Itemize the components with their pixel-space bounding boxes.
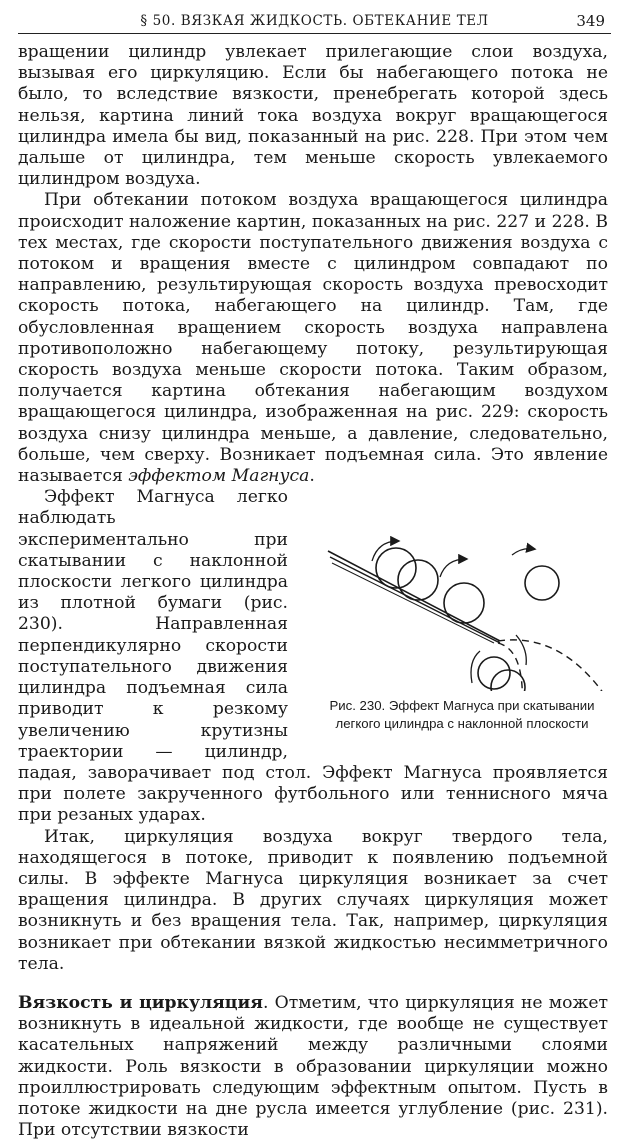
- figure-caption: Рис. 230. Эффект Магнуса при скатывании легкого цилиндра с наклонной плоскости: [329, 698, 595, 732]
- paragraph-2: [18, 190, 608, 487]
- section-title: § 50. ВЯЗКАЯ ЖИДКОСТЬ. ОБТЕКАНИЕ ТЕЛ: [140, 13, 489, 29]
- spin-arrow-3: [512, 549, 534, 555]
- paragraph-3: Эффект Магнуса легко наблюдать экспериментально при скатывании с наклонной плоскости легкого цилиндра из плотной бумаги (рис. 230). Направленная перпендикулярно скорости поступательного движения цилиндра подъемная сила приводит к резкому увеличению крутизны траектории — цилиндр, падая, заворачивает под стол. Эффект Магнуса проявляется при полете закрученного футбольного или теннисного мяча при резаных ударах.: [18, 487, 608, 826]
- cylinder-flight: [525, 566, 559, 600]
- cylinder-2: [398, 560, 438, 600]
- paragraph-5: [18, 993, 608, 1141]
- spin-arrow-2: [440, 559, 466, 577]
- cylinder-1: [376, 548, 416, 588]
- paragraph-5-text: . Отметим, что циркуляция не может возникнуть в идеальной жидкости, где вообще не существует касательных напряжений между различными слоями жидкости. Роль вязкости в образовании циркуляции можно проиллюстрировать следующим эффектным опытом. Пусть в потоке жидкости на дне русла имеется углубление (рис. 231). При отсутствии вязкости: [18, 992, 609, 1141]
- page-number: 349: [576, 12, 605, 30]
- paragraph-2-text: При обтекании потоком воздуха вращающегося цилиндра происходит наложение картин, показанных на рис. 227 и 228. В тех местах, где скорости поступательного движения воздуха с потоком и вращения вместе с цилиндром совпадают по направлению, результирующая скорость воздуха превосходит скорость потока, набегающего на цилиндр. Там, где обусловленная вращением скорость воздуха направлена противоположно набегающему потоку, результирующая скорость воздуха меньше скорости потока. Таким образом, получается картина обтекания набегающим воздухом вращающегося цилиндра, изображенная на рис. 229: скорость воздуха снизу цилиндра меньше, а давление, следовательно, больше, чем сверху. Возникает подъемная сила. Это явление называется: [18, 190, 608, 487]
- paragraph-1: вращении цилиндр увлекает прилегающие слои воздуха, вызывая его циркуляцию. Если бы набегающего потока не было, то вследствие вязкости, пренебрегать которой здесь нельзя, картина линий тока воздуха вокруг вращающегося цилиндра имела бы вид, показанный на рис. 228. При этом чем дальше от цилиндра, тем меньше скорость увлекаемого цилиндром воздуха.: [18, 42, 608, 190]
- running-header: [18, 0, 611, 34]
- paragraph-2-end: .: [309, 466, 315, 487]
- magnus-effect-term: эффектом Магнуса: [128, 466, 310, 487]
- figure-230: [302, 491, 608, 749]
- cylinder-falling-2: [478, 657, 510, 689]
- paragraph-4: Итак, циркуляция воздуха вокруг твердого тела, находящегося в потоке, приводит к появлению подъемной силы. В эффекте Магнуса циркуляция возникает за счет вращения цилиндра. В других случаях циркуляция может возникнуть и без вращения тела. Так, например, циркуляция возникает при обтекании вязкой жидкостью несимметричного тела.: [18, 826, 608, 974]
- viscosity-circulation-heading: Вязкость и циркуляция: [18, 992, 263, 1013]
- spin-arrow-falling-2: [516, 635, 526, 665]
- magnus-effect-diagram-lower: [316, 631, 608, 691]
- main-text: [18, 42, 608, 1141]
- cylinder-3: [444, 583, 484, 623]
- inclined-plane: [328, 551, 500, 643]
